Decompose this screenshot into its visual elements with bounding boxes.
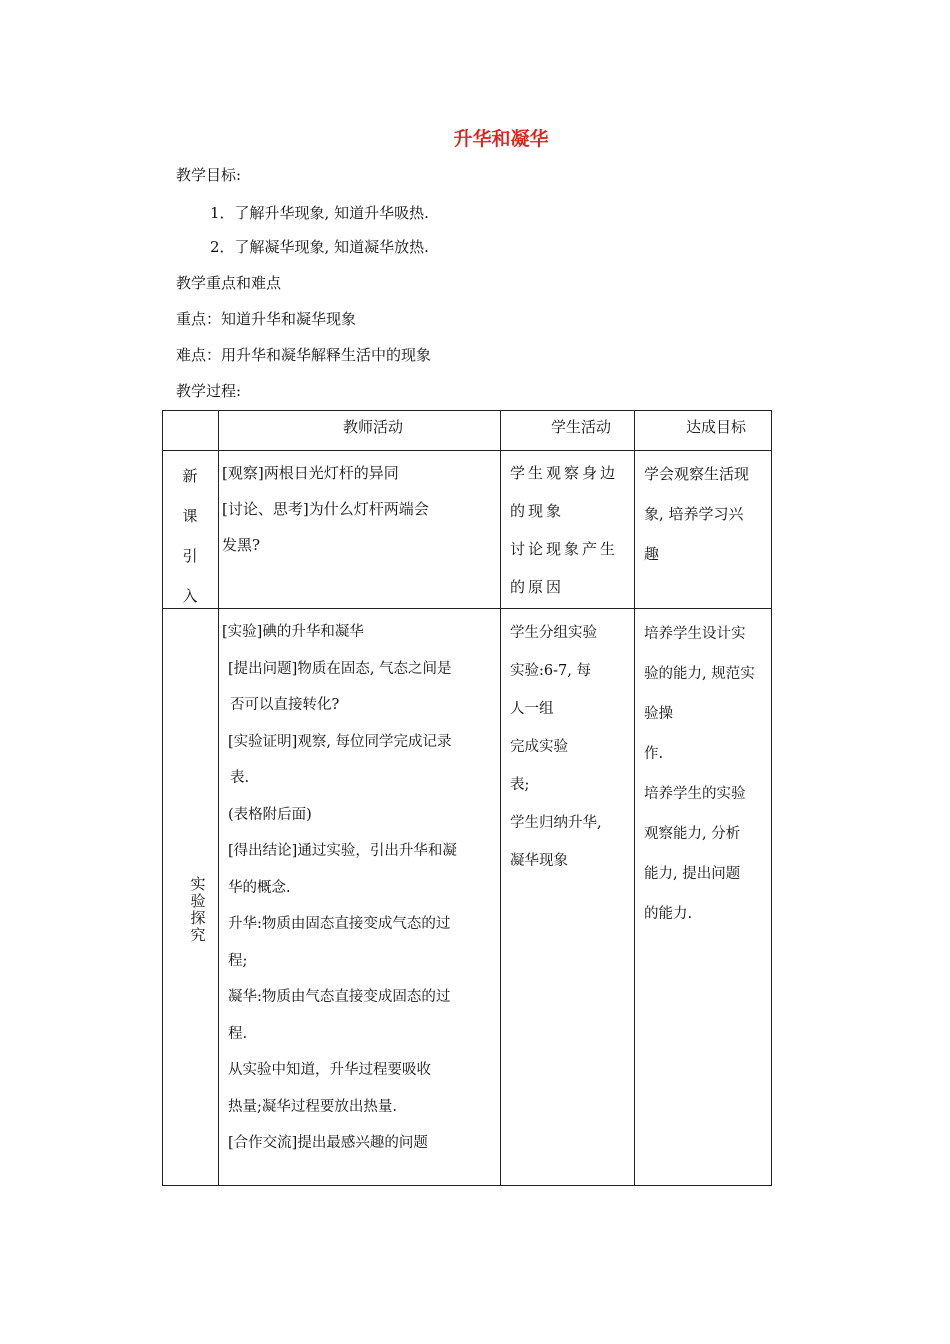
- teacher-line: 否可以直接转化?: [230, 697, 340, 713]
- table-border: [162, 410, 772, 411]
- teacher-line: 热量;凝华过程要放出热量.: [228, 1098, 397, 1115]
- teacher-line: [实验证明]观察, 每位同学完成记录: [228, 733, 452, 750]
- teacher-line: (表格附后面): [228, 806, 312, 823]
- process-heading: 教学过程:: [176, 382, 242, 400]
- objective-item: 1．了解升华现象, 知道升华吸热.: [210, 204, 429, 222]
- teacher-activity-experiment: [222, 614, 498, 1162]
- student-line: 凝华现象: [510, 853, 568, 869]
- stage-char: 入: [182, 587, 198, 605]
- goal-experiment: [644, 614, 768, 934]
- table-border: [218, 410, 219, 1186]
- student-activity-intro: [510, 454, 630, 606]
- stage-char: 探: [190, 909, 206, 927]
- student-line: 讨论现象产生: [510, 540, 619, 558]
- student-line: 表;: [510, 777, 530, 793]
- stage-char: 新: [182, 467, 198, 485]
- student-line: 学生分组实验: [510, 625, 597, 641]
- teacher-line: 程;: [228, 952, 248, 969]
- teacher-line: 升华:物质由固态直接变成气态的过: [228, 916, 451, 932]
- student-line: 的原因: [510, 578, 565, 596]
- goal-line: 趣: [644, 545, 660, 563]
- stage-char: 引: [182, 547, 198, 565]
- student-line: 人一组: [510, 701, 554, 717]
- goal-line: 作.: [644, 746, 664, 762]
- teacher-line: [合作交流]提出最感兴趣的问题: [228, 1135, 428, 1151]
- student-activity-experiment: [510, 614, 632, 880]
- goal-line: 能力, 提出问题: [644, 866, 741, 882]
- goal-intro: [644, 454, 768, 574]
- key-point: 重点：知道升华和凝华现象: [176, 310, 357, 328]
- student-line: 完成实验: [510, 739, 568, 755]
- teacher-activity-intro: [222, 455, 496, 563]
- goal-line: 的能力.: [644, 906, 693, 922]
- document-title: 升华和凝华: [453, 128, 549, 150]
- table-border: [162, 410, 163, 1186]
- stage-experiment: [178, 876, 218, 944]
- goal-line: 培养学生的实验: [644, 786, 746, 802]
- student-line: 的现象: [510, 502, 565, 520]
- header-goal: 达成目标: [686, 418, 747, 436]
- goal-line: 象, 培养学习兴: [644, 505, 744, 523]
- teacher-line: 表.: [230, 770, 250, 786]
- teacher-line: 程.: [228, 1025, 248, 1042]
- key-difficult-heading: 教学重点和难点: [176, 274, 282, 292]
- teacher-line: [提出问题]物质在固态, 气态之间是: [228, 660, 452, 677]
- difficult-point: 难点：用升华和凝华解释生活中的现象: [176, 346, 432, 364]
- student-line: 学生观察身边: [510, 464, 619, 482]
- student-line: 实验:6-7, 每: [510, 663, 591, 679]
- header-teacher: 教师活动: [343, 418, 404, 436]
- stage-char: 验: [190, 892, 206, 910]
- goal-line: 培养学生设计实: [644, 626, 746, 642]
- teacher-line: 华的概念.: [228, 879, 291, 896]
- teacher-line: [得出结论]通过实验，引出升华和凝: [228, 843, 457, 859]
- goal-line: 观察能力, 分析: [644, 826, 741, 842]
- table-border: [771, 410, 772, 1186]
- stage-intro: [170, 456, 210, 616]
- teacher-line: 凝华:物质由气态直接变成固态的过: [228, 989, 451, 1005]
- stage-char: 究: [190, 926, 206, 944]
- table-border: [162, 1185, 772, 1186]
- teacher-line: [实验]碘的升华和凝华: [222, 624, 364, 640]
- teacher-line: 发黑?: [222, 536, 261, 554]
- stage-char: 实: [190, 875, 206, 893]
- header-student: 学生活动: [551, 418, 612, 436]
- goal-line: 学会观察生活现: [644, 465, 750, 483]
- teacher-line: [观察]两根日光灯杆的异同: [222, 464, 399, 482]
- table-border: [162, 608, 772, 609]
- objectives-heading: 教学目标:: [176, 166, 242, 184]
- teacher-line: [讨论、思考]为什么灯杆两端会: [222, 500, 429, 518]
- objective-item: 2．了解凝华现象, 知道凝华放热.: [210, 238, 429, 256]
- student-line: 学生归纳升华,: [510, 815, 602, 831]
- teacher-line: 从实验中知道，升华过程要吸收: [228, 1062, 431, 1078]
- table-border: [634, 410, 635, 1186]
- goal-line: 验的能力, 规范实验操: [644, 666, 755, 722]
- table-border: [500, 410, 501, 1186]
- stage-char: 课: [182, 507, 198, 525]
- table-border: [162, 450, 772, 451]
